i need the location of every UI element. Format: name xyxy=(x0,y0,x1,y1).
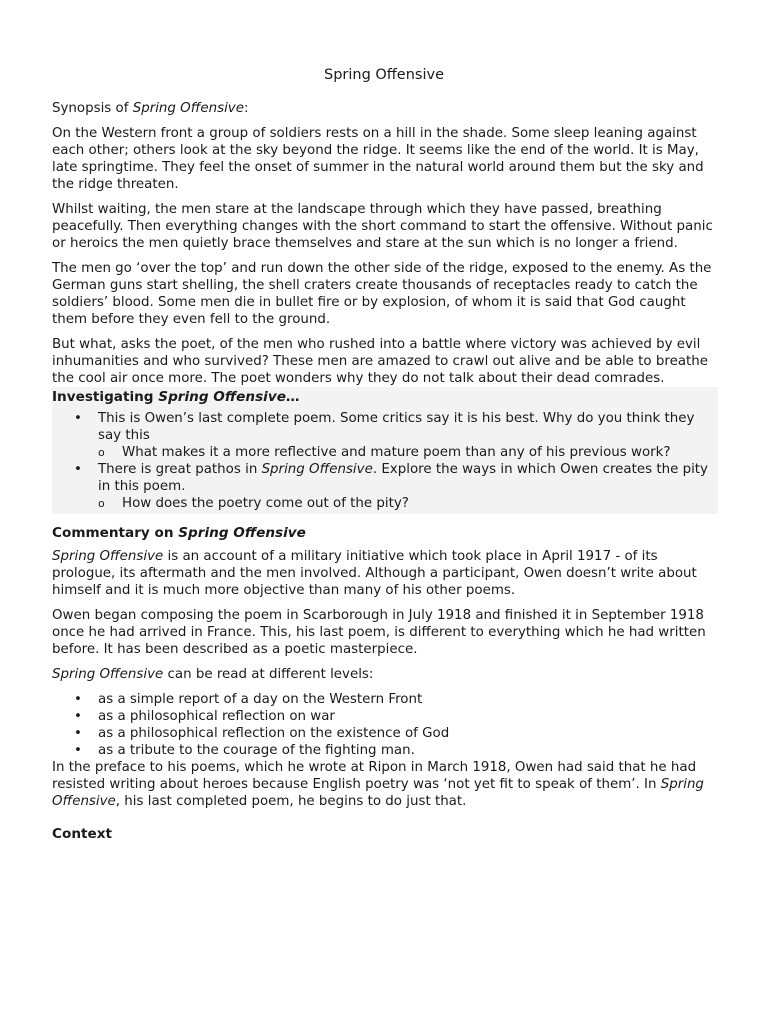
list-item: • as a philosophical reflection on the existence of God xyxy=(74,726,450,741)
synopsis-paragraph: Whilst waiting, the men stare at the landscape through which they have passed, breathing peacefully. Then everything changes with the short command to start the offensive. Without panic or heroics the men quietly brace themselves and stare at the sun which is no longer a friend. xyxy=(52,202,713,251)
list-item: • There is great pathos in Spring Offensive. Explore the ways in which Owen creates the pity in this poem. xyxy=(74,462,708,494)
page-title: Spring Offensive xyxy=(323,67,444,83)
bullet-icon: • xyxy=(74,743,82,758)
commentary-heading: Commentary on Spring Offensive xyxy=(52,525,306,541)
list-item: • as a simple report of a day on the Western Front xyxy=(74,692,423,707)
document-body xyxy=(52,100,718,843)
synopsis-label: Synopsis of Spring Offensive: xyxy=(52,101,249,116)
investigating-list xyxy=(52,461,718,495)
investigating-sublist xyxy=(52,495,718,512)
sub-bullet-icon: o xyxy=(98,446,105,459)
investigating-sublist xyxy=(52,444,718,461)
list-item: • as a tribute to the courage of the fighting man. xyxy=(74,743,415,758)
synopsis-paragraph: The men go ‘over the top’ and run down the other side of the ridge, exposed to the enemy. As the German guns start shelling, the shell craters create thousands of receptacles ready to catch the soldiers’ blood. Some men die in bullet fire or by explosion, of whom it is said that God caught them before they even fell to the ground. xyxy=(52,261,712,327)
bullet-icon: • xyxy=(74,709,82,724)
sub-bullet-icon: o xyxy=(98,497,105,510)
synopsis-paragraph: But what, asks the poet, of the men who rushed into a battle where victory was achieved by evil inhumanities and who survived? These men are amazed to crawl out alive and be able to breathe the cool air once more. The poet wonders why they do not talk about their dead comrades. xyxy=(52,337,708,386)
investigating-list xyxy=(52,410,718,444)
bullet-icon: • xyxy=(74,462,82,477)
bullet-icon: • xyxy=(74,411,82,426)
list-item: o How does the poetry come out of the pity? xyxy=(98,496,409,511)
context-heading: Context xyxy=(52,826,112,842)
investigating-heading: Investigating Spring Offensive… xyxy=(52,389,300,405)
list-item: o What makes it a more reflective and mature poem than any of his previous work? xyxy=(98,445,671,460)
commentary-paragraph: In the preface to his poems, which he wrote at Ripon in March 1918, Owen had said that he had resisted writing about heroes because English poetry was ‘not yet fit to speak of them’. In Spring Offensive, his last completed poem, he begins to do just that. xyxy=(52,760,704,809)
list-item: • as a philosophical reflection on war xyxy=(74,709,335,724)
investigating-box xyxy=(52,387,718,514)
synopsis-paragraph: On the Western front a group of soldiers rests on a hill in the shade. Some sleep leaning against each other; others look at the sky beyond the ridge. It seems like the end of the world. It is May, late springtime. They feel the onset of summer in the natural world around them but the sky and the ridge threaten. xyxy=(52,126,704,192)
list-item: • This is Owen’s last complete poem. Some critics say it is his best. Why do you think they say this xyxy=(74,411,695,443)
commentary-paragraph: Spring Offensive can be read at different levels: xyxy=(52,667,374,682)
bullet-icon: • xyxy=(74,692,82,707)
commentary-paragraph: Owen began composing the poem in Scarborough in July 1918 and finished it in September 1918 once he had arrived in France. This, his last poem, is different to everything which he had written before. It has been described as a poetic masterpiece. xyxy=(52,608,706,657)
commentary-paragraph: Spring Offensive is an account of a military initiative which took place in April 1917 - of its prologue, its aftermath and the men involved. Although a participant, Owen doesn’t write about himself and it is much more objective than many of his other poems. xyxy=(52,549,697,598)
bullet-icon: • xyxy=(74,726,82,741)
levels-list xyxy=(52,691,718,759)
